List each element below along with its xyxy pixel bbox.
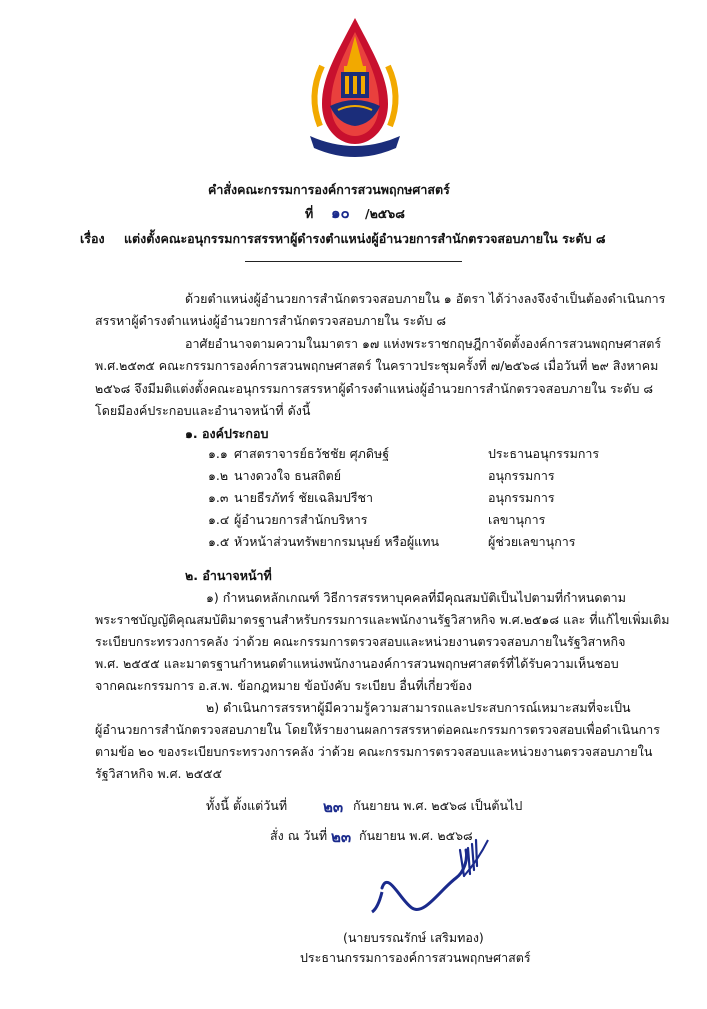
- signature-icon: [360, 830, 510, 920]
- member-role: อนุกรรมการ: [488, 468, 555, 483]
- order-date-suffix: กันยายน พ.ศ. ๒๕๖๘: [359, 828, 473, 843]
- duty-1-line-1: ๑) กำหนดหลักเกณฑ์ วิธีการสรรหาบุคคลที่มีคุณสมบัติเป็นไปตามที่กำหนดตาม: [206, 590, 626, 605]
- document-title: คำสั่งคณะกรรมการองค์การสวนพฤกษศาสตร์: [208, 182, 450, 197]
- member-name: นางดวงใจ ธนสถิตย์: [234, 468, 342, 483]
- member-name: ผู้อำนวยการสำนักบริหาร: [234, 512, 368, 527]
- signer-name: (นายบรรณรักษ์ เสริมทอง): [343, 930, 484, 945]
- paragraph-2-line-2: พ.ศ.๒๕๓๕ คณะกรรมการองค์การสวนพฤกษศาสตร์ ในคราวประชุมครั้งที่ ๗/๒๕๖๘ เมื่อวันที่ ๒๙ สิงหาคม: [95, 358, 659, 373]
- member-number: ๑.๑: [208, 446, 228, 461]
- member-number: ๑.๔: [208, 512, 230, 527]
- paragraph-2-line-3: ๒๕๖๘ จึงมีมติแต่งตั้งคณะอนุกรรมการสรรหาผู้ดำรงตำแหน่งผู้อำนวยการสำนักตรวจสอบภายใน ระดับ ๘: [95, 381, 654, 396]
- signer-title: ประธานกรรมการองค์การสวนพฤกษศาสตร์: [300, 950, 531, 965]
- order-number-handwritten: ๑๐: [331, 204, 350, 222]
- member-number: ๑.๒: [208, 468, 229, 483]
- member-name: ศาสตราจารย์ธวัชชัย ศุภดิษฐ์: [234, 446, 390, 461]
- header-divider: [245, 261, 462, 262]
- effective-day-handwritten: ๒๓: [323, 798, 344, 816]
- member-role: เลขานุการ: [488, 512, 546, 527]
- paragraph-1-line-2: สรรหาผู้ดำรงตำแหน่งผู้อำนวยการสำนักตรวจสอบภายใน ระดับ ๘: [95, 313, 447, 328]
- section-1-heading: ๑. องค์ประกอบ: [185, 426, 269, 441]
- order-number-prefix: ที่: [305, 206, 314, 221]
- member-role: อนุกรรมการ: [488, 490, 555, 505]
- order-date-prefix: สั่ง ณ วันที่: [270, 828, 328, 843]
- duty-1-line-5: จากคณะกรรมการ อ.ส.พ. ข้อกฎหมาย ข้อบังคับ ระเบียบ อื่นที่เกี่ยวข้อง: [95, 678, 473, 693]
- effective-date-suffix: กันยายน พ.ศ. ๒๕๖๘ เป็นต้นไป: [353, 798, 523, 813]
- duty-2-line-3: ตามข้อ ๒๐ ของระเบียบกระทรวงการคลัง ว่าด้วย คณะกรรมการตรวจสอบและหน่วยงานตรวจสอบภายใน: [95, 744, 653, 759]
- paragraph-2-line-4: โดยมีองค์ประกอบและอำนาจหน้าที่ ดังนี้: [95, 403, 311, 418]
- paragraph-1-line-1: ด้วยตำแหน่งผู้อำนวยการสำนักตรวจสอบภายใน ๑ อัตรา ได้ว่างลงจึงจำเป็นต้องดำเนินการ: [185, 291, 666, 306]
- duty-2-line-2: ผู้อำนวยการสำนักตรวจสอบภายใน โดยให้รายงานผลการสรรหาต่อคณะกรรมการตรวจสอบเพื่อดำเนินการ: [95, 722, 660, 737]
- duty-1-line-2: พระราชบัญญัติคุณสมบัติมาตรฐานสำหรับกรรมการและพนักงานรัฐวิสาหกิจ พ.ศ.๒๕๑๘ และ ที่แก้ไขเพิ่มเติม: [95, 612, 670, 627]
- subject-label: เรื่อง: [80, 231, 105, 246]
- member-number: ๑.๓: [208, 490, 229, 505]
- section-2-heading: ๒. อำนาจหน้าที่: [185, 568, 272, 583]
- duty-1-line-4: พ.ศ. ๒๕๕๕ และมาตรฐานกำหนดตำแหน่งพนักงานองค์การสวนพฤกษศาสตร์ที่ได้รับความเห็นชอบ: [95, 656, 619, 671]
- duty-2-line-4: รัฐวิสาหกิจ พ.ศ. ๒๕๕๕: [95, 766, 223, 781]
- member-role: ผู้ช่วยเลขานุการ: [488, 534, 576, 549]
- order-day-handwritten: ๒๓: [331, 828, 352, 846]
- effective-date-prefix: ทั้งนี้ ตั้งแต่วันที่: [206, 798, 288, 813]
- duty-1-line-3: ระเบียบกระทรวงการคลัง ว่าด้วย คณะกรรมการตรวจสอบและหน่วยงานตรวจสอบภายในรัฐวิสาหกิจ: [95, 634, 626, 649]
- member-name: นายธีรภัทร์ ชัยเฉลิมปรีชา: [234, 490, 374, 505]
- member-name: หัวหน้าส่วนทรัพยากรมนุษย์ หรือผู้แทน: [234, 534, 440, 549]
- order-year: /๒๕๖๘: [365, 206, 405, 221]
- paragraph-2-line-1: อาศัยอำนาจตามความในมาตรา ๑๗ แห่งพระราชกฤษฎีกาจัดตั้งองค์การสวนพฤกษศาสตร์: [185, 336, 662, 351]
- duty-2-line-1: ๒) ดำเนินการสรรหาผู้มีความรู้ความสามารถและประสบการณ์เหมาะสมที่จะเป็น: [206, 700, 631, 715]
- organization-logo-icon: [300, 6, 410, 166]
- member-number: ๑.๕: [208, 534, 230, 549]
- member-role: ประธานอนุกรรมการ: [488, 446, 600, 461]
- subject-text: แต่งตั้งคณะอนุกรรมการสรรหาผู้ดำรงตำแหน่งผู้อำนวยการสำนักตรวจสอบภายใน ระดับ ๘: [124, 231, 606, 246]
